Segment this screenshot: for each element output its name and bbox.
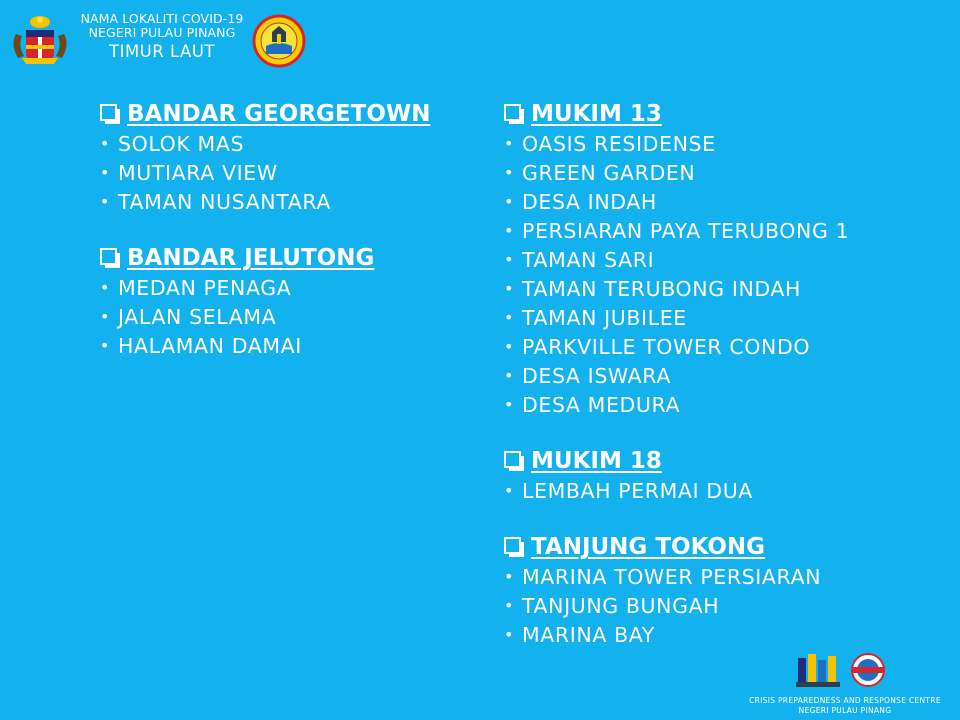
bullet-icon: •	[504, 134, 515, 153]
locality-name: PARKVILLE TOWER CONDO	[522, 335, 811, 359]
section-tanjung-tokong	[504, 533, 944, 649]
section-title	[100, 100, 480, 129]
section-title-text: MUKIM 13	[531, 101, 662, 127]
checkbox-icon	[504, 451, 521, 468]
locality-name: MARINA BAY	[522, 623, 655, 647]
footer-org-name	[730, 696, 960, 716]
section-title-text: MUKIM 18	[531, 448, 662, 474]
right-column	[504, 100, 944, 677]
bullet-icon: •	[504, 596, 515, 615]
list-item	[504, 303, 944, 332]
bullet-icon: •	[504, 192, 515, 211]
list-item	[504, 476, 944, 505]
footer	[730, 652, 960, 720]
bullet-icon: •	[100, 192, 111, 211]
bullet-icon: •	[504, 567, 515, 586]
left-column	[100, 100, 480, 388]
list-item	[504, 361, 944, 390]
bullet-icon: •	[504, 366, 515, 385]
list-item	[100, 158, 480, 187]
bullet-icon: •	[100, 307, 111, 326]
list-item	[100, 273, 480, 302]
cprc-logo-icon	[794, 652, 894, 690]
section-mukim-18	[504, 447, 944, 505]
locality-name: TAMAN SARI	[522, 248, 655, 272]
locality-list	[504, 476, 944, 505]
locality-name: GREEN GARDEN	[522, 161, 696, 185]
list-item	[504, 390, 944, 419]
bullet-icon: •	[504, 163, 515, 182]
section-title	[504, 100, 944, 129]
footer-line-2: NEGERI PULAU PINANG	[798, 706, 892, 715]
list-item	[504, 620, 944, 649]
malaysia-coat-of-arms-icon	[8, 14, 72, 66]
header-title-block	[74, 12, 250, 62]
section-bandar-jelutong	[100, 244, 480, 360]
locality-name: TAMAN NUSANTARA	[118, 190, 331, 214]
bullet-icon: •	[100, 134, 111, 153]
penang-state-logo-icon	[252, 14, 306, 68]
locality-name: TAMAN TERUBONG INDAH	[522, 277, 802, 301]
checkbox-icon	[100, 104, 117, 121]
locality-name: JALAN SELAMA	[118, 305, 277, 329]
list-item	[504, 245, 944, 274]
checkbox-icon	[504, 104, 521, 121]
bullet-icon: •	[504, 279, 515, 298]
locality-name: MUTIARA VIEW	[118, 161, 278, 185]
bullet-icon: •	[100, 278, 111, 297]
locality-name: DESA MEDURA	[522, 393, 681, 417]
section-title-text: TANJUNG TOKONG	[531, 534, 766, 560]
list-item	[504, 129, 944, 158]
locality-list	[504, 129, 944, 419]
locality-list	[100, 129, 480, 216]
list-item	[504, 216, 944, 245]
section-title	[100, 244, 480, 273]
locality-name: HALAMAN DAMAI	[118, 334, 302, 358]
section-title-text: BANDAR GEORGETOWN	[127, 101, 431, 127]
locality-name: DESA ISWARA	[522, 364, 671, 388]
locality-name: SOLOK MAS	[118, 132, 245, 156]
header-line-1: NAMA LOKALITI COVID-19	[80, 11, 244, 26]
locality-list	[100, 273, 480, 360]
bullet-icon: •	[504, 625, 515, 644]
bullet-icon: •	[100, 336, 111, 355]
header-district: TIMUR LAUT	[109, 41, 215, 61]
list-item	[504, 274, 944, 303]
list-item	[504, 591, 944, 620]
locality-name: LEMBAH PERMAI DUA	[522, 479, 753, 503]
footer-line-1: CRISIS PREPAREDNESS AND RESPONSE CENTRE	[749, 696, 941, 705]
section-bandar-georgetown	[100, 100, 480, 216]
list-item	[504, 187, 944, 216]
locality-name: OASIS RESIDENSE	[522, 132, 716, 156]
section-title-text: BANDAR JELUTONG	[127, 245, 375, 271]
list-item	[100, 331, 480, 360]
checkbox-icon	[504, 537, 521, 554]
bullet-icon: •	[504, 395, 515, 414]
list-item	[100, 129, 480, 158]
section-title	[504, 533, 944, 562]
locality-name: MARINA TOWER PERSIARAN	[522, 565, 822, 589]
bullet-icon: •	[504, 481, 515, 500]
locality-name: TAMAN JUBILEE	[522, 306, 687, 330]
header-line-2: NEGERI PULAU PINANG	[88, 25, 236, 41]
section-mukim-13	[504, 100, 944, 419]
list-item	[100, 302, 480, 331]
locality-name: PERSIARAN PAYA TERUBONG 1	[522, 219, 850, 243]
bullet-icon: •	[504, 308, 515, 327]
section-title	[504, 447, 944, 476]
checkbox-icon	[100, 248, 117, 265]
bullet-icon: •	[100, 163, 111, 182]
list-item	[504, 158, 944, 187]
locality-name: DESA INDAH	[522, 190, 657, 214]
locality-name: TANJUNG BUNGAH	[522, 594, 720, 618]
bullet-icon: •	[504, 250, 515, 269]
list-item	[504, 332, 944, 361]
bullet-icon: •	[504, 221, 515, 240]
list-item	[504, 562, 944, 591]
locality-list	[504, 562, 944, 649]
locality-name: MEDAN PENAGA	[118, 276, 292, 300]
header	[0, 0, 320, 80]
bullet-icon: •	[504, 337, 515, 356]
list-item	[100, 187, 480, 216]
